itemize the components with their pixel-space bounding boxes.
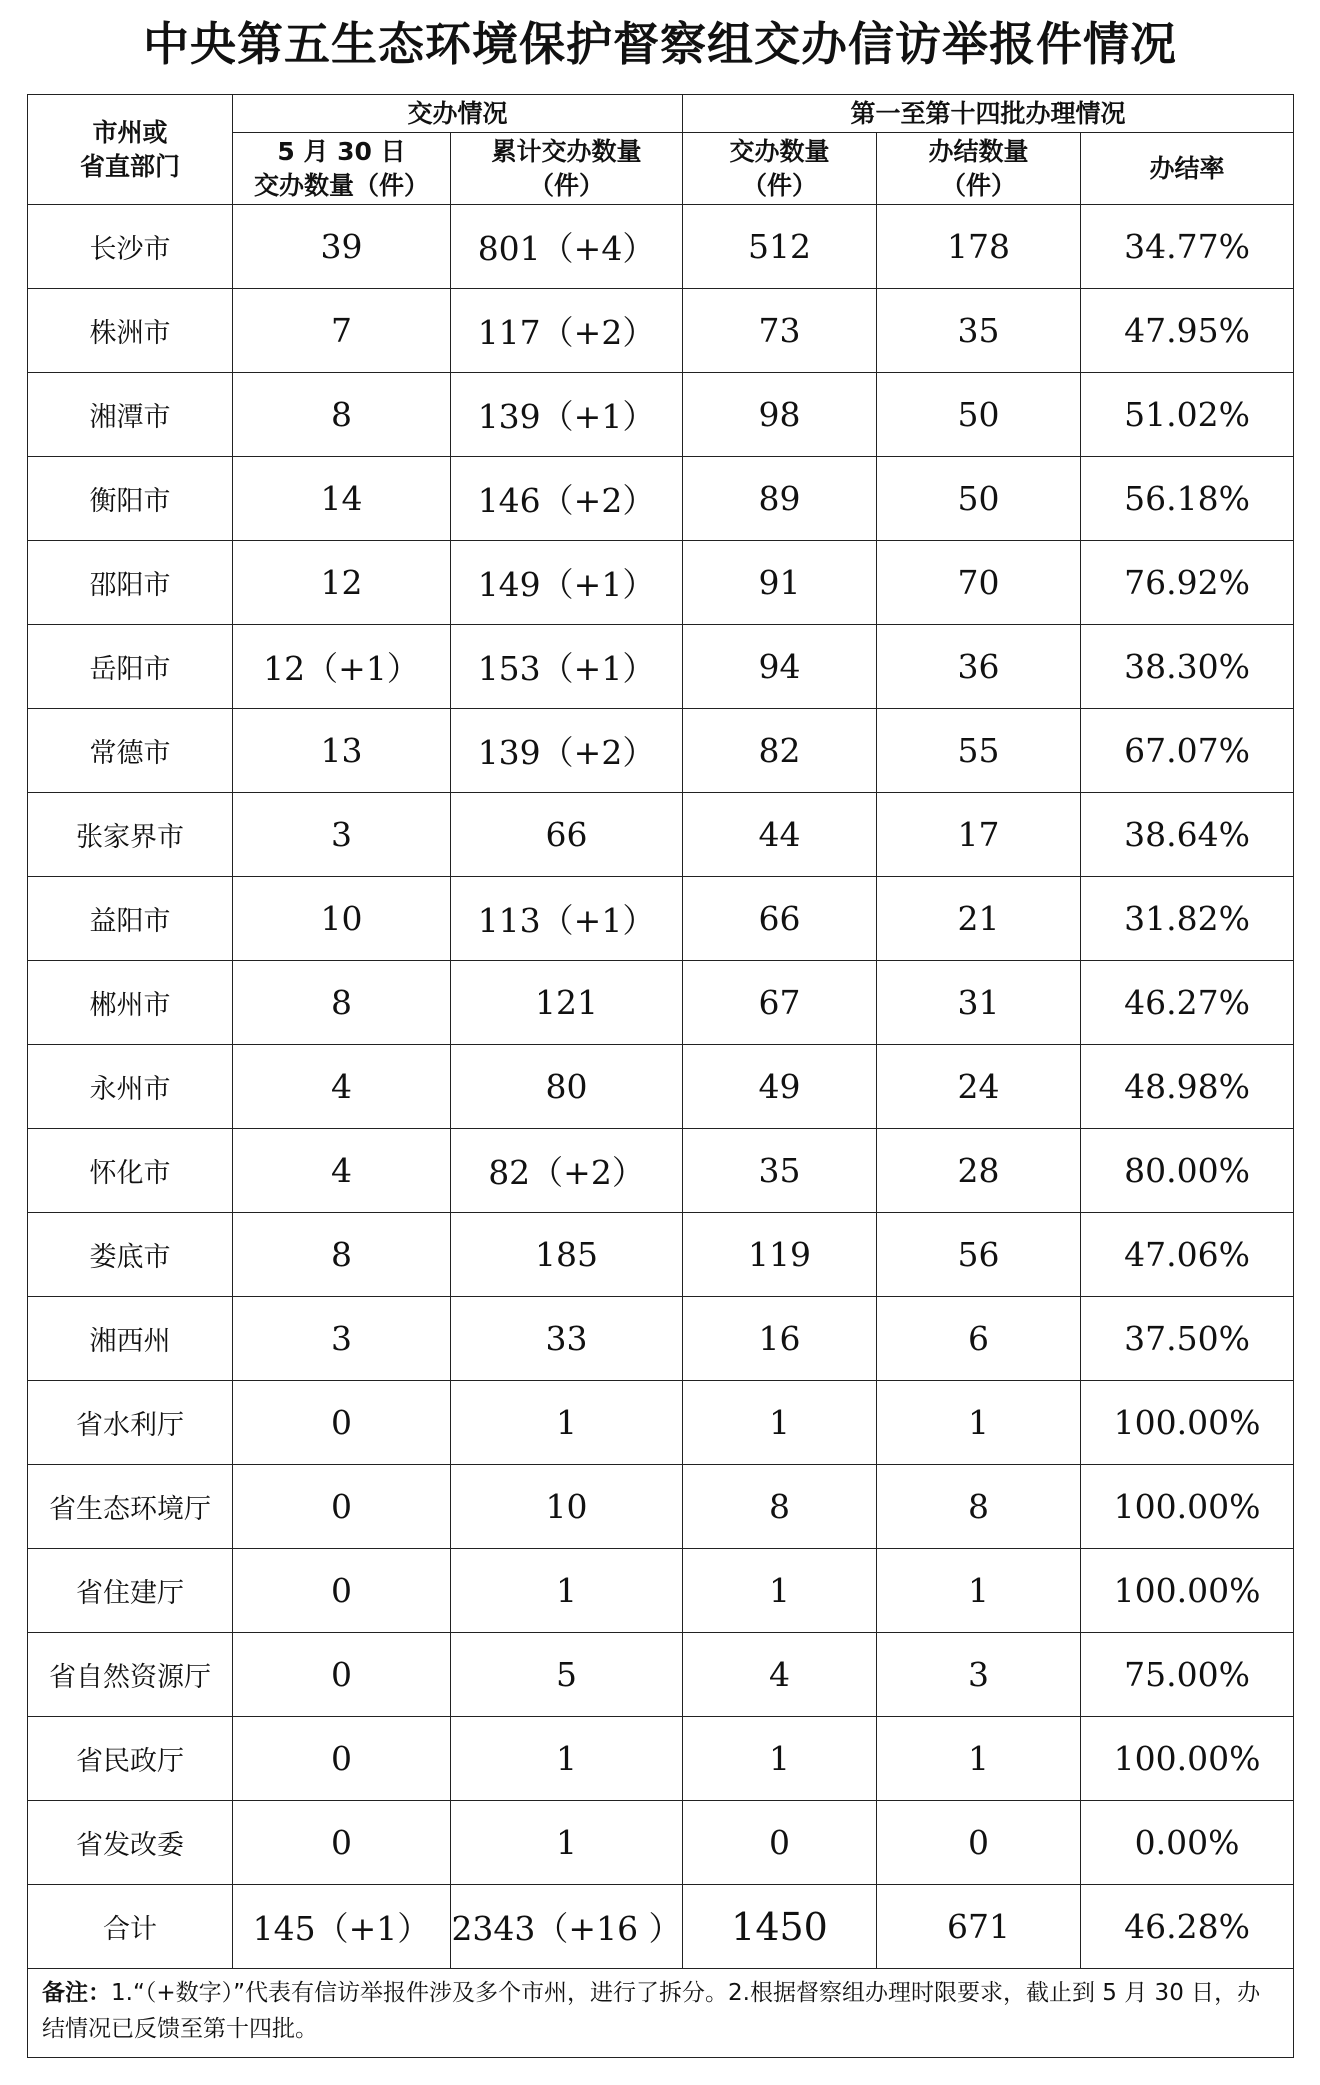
- completed-count-cell: 55: [877, 709, 1081, 793]
- assigned-count-cell: 1: [683, 1549, 877, 1633]
- header-cumulative-label: 累计交办数量 （件）: [491, 136, 642, 200]
- completed-count-cell: 36: [877, 625, 1081, 709]
- header-day-count: [233, 133, 451, 205]
- assigned-count-cell: 49: [683, 1045, 877, 1129]
- region-cell: 省民政厅: [28, 1717, 233, 1801]
- completion-rate-cell: 38.30%: [1081, 625, 1294, 709]
- assigned-count-cell: 119: [683, 1213, 877, 1297]
- completion-rate-cell: 38.64%: [1081, 793, 1294, 877]
- completed-count-cell: 17: [877, 793, 1081, 877]
- day-count-cell: 13: [233, 709, 451, 793]
- cumulative-cell: 1: [451, 1717, 683, 1801]
- header-assigned-count: [683, 133, 877, 205]
- day-count-cell: 7: [233, 289, 451, 373]
- region-cell: 省水利厅: [28, 1381, 233, 1465]
- cumulative-cell: 801（+4）: [451, 205, 683, 289]
- cumulative-cell: 113（+1）: [451, 877, 683, 961]
- table-row: [28, 1549, 1294, 1633]
- completion-rate-cell: 100.00%: [1081, 1717, 1294, 1801]
- completed-count-cell: 1: [877, 1549, 1081, 1633]
- note-cell: [28, 1969, 1294, 2058]
- header-completed-count-label: 办结数量 （件）: [928, 136, 1029, 200]
- table-row: [28, 1633, 1294, 1717]
- cumulative-cell: 121: [451, 961, 683, 1045]
- cumulative-cell: 153（+1）: [451, 625, 683, 709]
- cumulative-cell: 146（+2）: [451, 457, 683, 541]
- total-completion-rate: 46.28%: [1081, 1885, 1294, 1969]
- table-row: [28, 205, 1294, 289]
- day-count-cell: 0: [233, 1633, 451, 1717]
- region-cell: 省住建厅: [28, 1549, 233, 1633]
- header-region-label: 市州或 省直部门: [79, 117, 180, 181]
- header-row-top: [28, 95, 1294, 133]
- day-count-cell: 3: [233, 1297, 451, 1381]
- table-row: [28, 1381, 1294, 1465]
- completion-rate-cell: 47.95%: [1081, 289, 1294, 373]
- completed-count-cell: 31: [877, 961, 1081, 1045]
- assigned-count-cell: 98: [683, 373, 877, 457]
- day-count-cell: 0: [233, 1717, 451, 1801]
- total-row: [28, 1885, 1294, 1969]
- completed-count-cell: 24: [877, 1045, 1081, 1129]
- day-count-cell: 0: [233, 1801, 451, 1885]
- cumulative-cell: 1: [451, 1801, 683, 1885]
- table-row: [28, 1297, 1294, 1381]
- completed-count-cell: 50: [877, 457, 1081, 541]
- completion-rate-cell: 76.92%: [1081, 541, 1294, 625]
- completion-rate-cell: 0.00%: [1081, 1801, 1294, 1885]
- cumulative-cell: 66: [451, 793, 683, 877]
- completion-rate-cell: 56.18%: [1081, 457, 1294, 541]
- region-cell: 郴州市: [28, 961, 233, 1045]
- region-cell: 怀化市: [28, 1129, 233, 1213]
- assigned-count-cell: 1: [683, 1717, 877, 1801]
- total-day-count: 145（+1）: [233, 1885, 451, 1969]
- completion-rate-cell: 67.07%: [1081, 709, 1294, 793]
- note-prefix: 备注：: [42, 1980, 111, 2006]
- completion-rate-cell: 100.00%: [1081, 1381, 1294, 1465]
- completion-rate-cell: 48.98%: [1081, 1045, 1294, 1129]
- completed-count-cell: 6: [877, 1297, 1081, 1381]
- header-completed-count: [877, 133, 1081, 205]
- completed-count-cell: 1: [877, 1717, 1081, 1801]
- assigned-count-cell: 67: [683, 961, 877, 1045]
- table-row: [28, 541, 1294, 625]
- cumulative-cell: 80: [451, 1045, 683, 1129]
- completed-count-cell: 3: [877, 1633, 1081, 1717]
- assigned-count-cell: 94: [683, 625, 877, 709]
- completed-count-cell: 21: [877, 877, 1081, 961]
- page-title: 中央第五生态环境保护督察组交办信访举报件情况: [143, 17, 1177, 71]
- region-cell: 邵阳市: [28, 541, 233, 625]
- assigned-count-cell: 1: [683, 1381, 877, 1465]
- table-row: [28, 1213, 1294, 1297]
- header-cumulative: [451, 133, 683, 205]
- assigned-count-cell: 89: [683, 457, 877, 541]
- region-cell: 湘西州: [28, 1297, 233, 1381]
- assigned-count-cell: 0: [683, 1801, 877, 1885]
- completed-count-cell: 0: [877, 1801, 1081, 1885]
- assigned-count-cell: 91: [683, 541, 877, 625]
- region-cell: 永州市: [28, 1045, 233, 1129]
- cumulative-cell: 139（+1）: [451, 373, 683, 457]
- completion-rate-cell: 34.77%: [1081, 205, 1294, 289]
- region-cell: 省自然资源厅: [28, 1633, 233, 1717]
- completion-rate-cell: 75.00%: [1081, 1633, 1294, 1717]
- completion-rate-cell: 51.02%: [1081, 373, 1294, 457]
- cumulative-cell: 117（+2）: [451, 289, 683, 373]
- region-cell: 常德市: [28, 709, 233, 793]
- completed-count-cell: 1: [877, 1381, 1081, 1465]
- table-row: [28, 961, 1294, 1045]
- day-count-cell: 0: [233, 1549, 451, 1633]
- cumulative-cell: 139（+2）: [451, 709, 683, 793]
- completed-count-cell: 178: [877, 205, 1081, 289]
- region-cell: 长沙市: [28, 205, 233, 289]
- table-row: [28, 1465, 1294, 1549]
- completed-count-cell: 70: [877, 541, 1081, 625]
- assigned-count-cell: 66: [683, 877, 877, 961]
- day-count-cell: 14: [233, 457, 451, 541]
- cumulative-cell: 185: [451, 1213, 683, 1297]
- completed-count-cell: 28: [877, 1129, 1081, 1213]
- assigned-count-cell: 73: [683, 289, 877, 373]
- header-assigned-count-label: 交办数量 （件）: [729, 136, 830, 200]
- header-day-count-label: 5 月 30 日 交办数量（件）: [253, 136, 429, 200]
- region-cell: 娄底市: [28, 1213, 233, 1297]
- header-group-handled: 第一至第十四批办理情况: [683, 95, 1294, 133]
- completion-rate-cell: 80.00%: [1081, 1129, 1294, 1213]
- assigned-count-cell: 8: [683, 1465, 877, 1549]
- day-count-cell: 8: [233, 373, 451, 457]
- day-count-cell: 4: [233, 1129, 451, 1213]
- header-group-assigned: 交办情况: [233, 95, 683, 133]
- completion-rate-cell: 100.00%: [1081, 1465, 1294, 1549]
- day-count-cell: 0: [233, 1465, 451, 1549]
- assigned-count-cell: 16: [683, 1297, 877, 1381]
- assigned-count-cell: 512: [683, 205, 877, 289]
- completed-count-cell: 8: [877, 1465, 1081, 1549]
- table-row: [28, 793, 1294, 877]
- region-cell: 张家界市: [28, 793, 233, 877]
- region-cell: 湘潭市: [28, 373, 233, 457]
- day-count-cell: 39: [233, 205, 451, 289]
- day-count-cell: 8: [233, 1213, 451, 1297]
- header-completion-rate: 办结率: [1081, 133, 1294, 205]
- day-count-cell: 4: [233, 1045, 451, 1129]
- note-text: 1.“（+数字）”代表有信访举报件涉及多个市州，进行了拆分。2.根据督察组办理时限要求，截止到 5 月 30 日，办结情况已反馈至第十四批。: [42, 1980, 1261, 2042]
- region-cell: 省生态环境厅: [28, 1465, 233, 1549]
- region-cell: 衡阳市: [28, 457, 233, 541]
- day-count-cell: 12（+1）: [233, 625, 451, 709]
- day-count-cell: 12: [233, 541, 451, 625]
- day-count-cell: 8: [233, 961, 451, 1045]
- table-row: [28, 373, 1294, 457]
- cumulative-cell: 1: [451, 1549, 683, 1633]
- note-row: [28, 1969, 1294, 2058]
- region-cell: 株洲市: [28, 289, 233, 373]
- assigned-count-cell: 35: [683, 1129, 877, 1213]
- day-count-cell: 3: [233, 793, 451, 877]
- completed-count-cell: 56: [877, 1213, 1081, 1297]
- region-cell: 岳阳市: [28, 625, 233, 709]
- table-row: [28, 709, 1294, 793]
- table-row: [28, 457, 1294, 541]
- region-cell: 益阳市: [28, 877, 233, 961]
- completion-rate-cell: 47.06%: [1081, 1213, 1294, 1297]
- table-row: [28, 877, 1294, 961]
- completion-rate-cell: 46.27%: [1081, 961, 1294, 1045]
- cumulative-cell: 10: [451, 1465, 683, 1549]
- table-row: [28, 1045, 1294, 1129]
- table-row: [28, 289, 1294, 373]
- header-region: [28, 95, 233, 205]
- total-label: 合计: [28, 1885, 233, 1969]
- table-row: [28, 1129, 1294, 1213]
- day-count-cell: 0: [233, 1381, 451, 1465]
- cumulative-cell: 82（+2）: [451, 1129, 683, 1213]
- completion-rate-cell: 37.50%: [1081, 1297, 1294, 1381]
- assigned-count-cell: 4: [683, 1633, 877, 1717]
- day-count-cell: 10: [233, 877, 451, 961]
- total-cumulative: 2343（+16 ）: [451, 1885, 683, 1969]
- report-table: [27, 94, 1294, 2058]
- table-row: [28, 625, 1294, 709]
- completion-rate-cell: 31.82%: [1081, 877, 1294, 961]
- table-row: [28, 1717, 1294, 1801]
- cumulative-cell: 5: [451, 1633, 683, 1717]
- cumulative-cell: 33: [451, 1297, 683, 1381]
- cumulative-cell: 1: [451, 1381, 683, 1465]
- assigned-count-cell: 44: [683, 793, 877, 877]
- completed-count-cell: 35: [877, 289, 1081, 373]
- total-assigned-count: 1450: [683, 1885, 877, 1969]
- table-row: [28, 1801, 1294, 1885]
- completed-count-cell: 50: [877, 373, 1081, 457]
- total-completed-count: 671: [877, 1885, 1081, 1969]
- completion-rate-cell: 100.00%: [1081, 1549, 1294, 1633]
- assigned-count-cell: 82: [683, 709, 877, 793]
- region-cell: 省发改委: [28, 1801, 233, 1885]
- cumulative-cell: 149（+1）: [451, 541, 683, 625]
